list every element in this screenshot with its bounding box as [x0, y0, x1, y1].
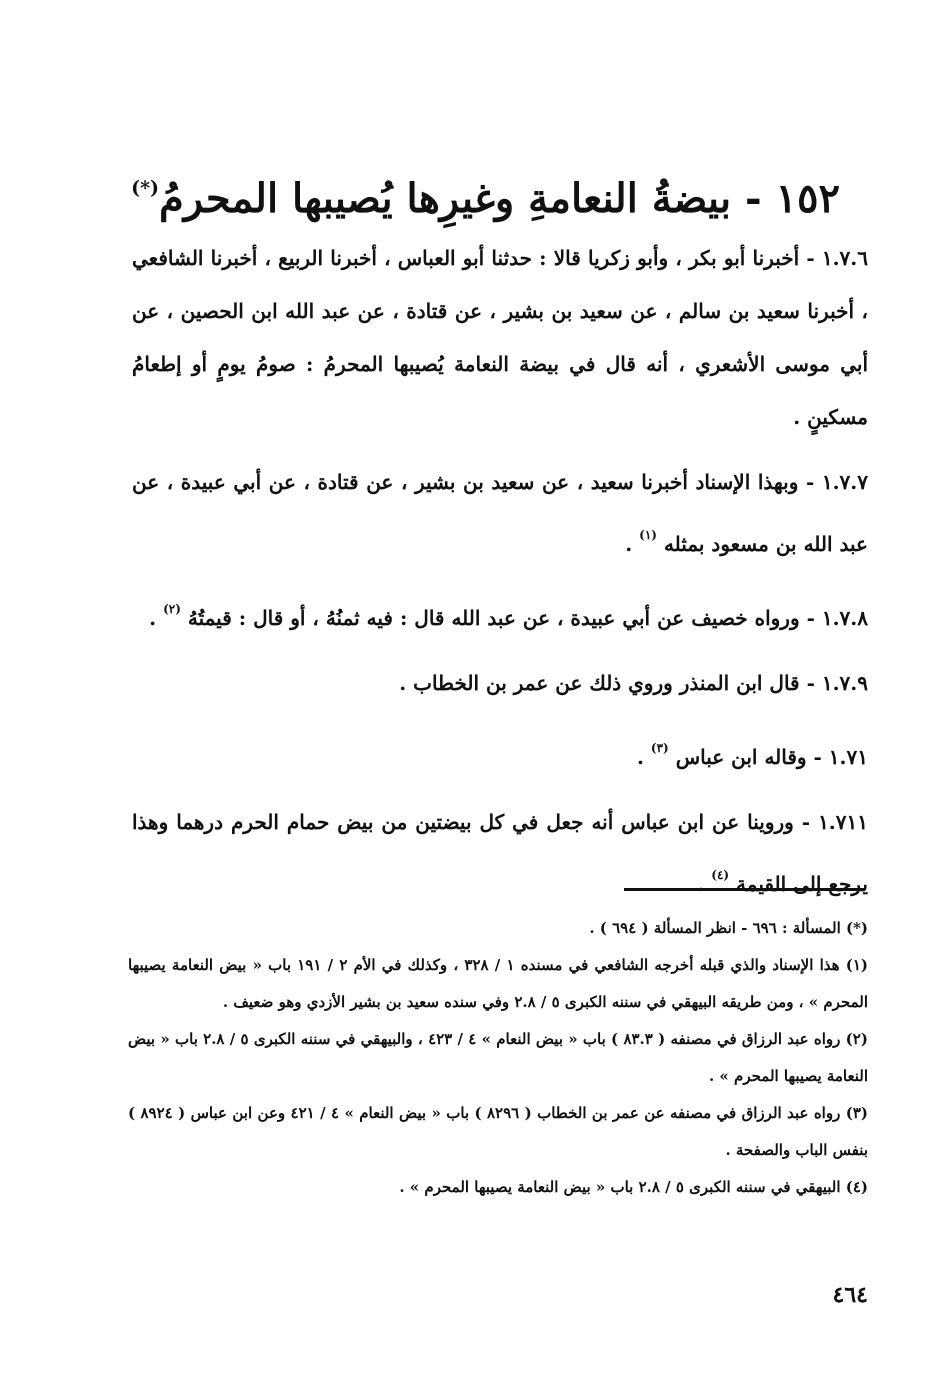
paragraph-1079: [132, 657, 868, 710]
paragraph-text: ١.٧.٦ - أخبرنا أبو بكر ، وأبو زكريا قالا : حدثنا أبو العباس ، أخبرنا الربيع ، أخبرنا الشافعي ، أخبرنا سعيد بن سالم ، عن سعيد بن بشير ، عن قتادة ، عن عبد الله ابن الحصين ، عن أبي موسى الأشعري ، أنه قال في بيضة النعامة يُصيبها المحرمُ : صومُ يومٍ أو إطعامُ مسكينٍ .: [132, 246, 868, 429]
footnote-4: (٤) البيهقي في سننه الكبرى ٥ / ٢.٨ باب « بيض النعامة يصيبها المحرم » .: [399, 1178, 868, 1196]
paragraph-1076: [132, 232, 868, 444]
main-text: [132, 232, 868, 911]
footnote-ref: (١): [639, 528, 657, 542]
paragraph-text: ١.٧.٧ - وبهذا الإسناد أخبرنا سعيد ، عن سعيد بن بشير ، عن قتادة ، عن أبي عبيدة ، عن عبد الله بن مسعود بمثله: [132, 470, 868, 556]
footnote-3: (٣) رواه عبد الرزاق في مصنفه عن عمر بن الخطاب ( ٨٢٩٦ ) باب « بيض النعام » ٤ / ٤٢١ وعن ابن عباس ( ٨٩٢٤ ) بنفس الباب والصفحة .: [128, 1104, 868, 1159]
section-title: [110, 148, 840, 239]
paragraph-end: .: [625, 532, 640, 556]
footnote-ref: (٣): [650, 741, 669, 755]
section-title-text: ١٥٢ - بيضةُ النعامةِ وغيرِها يُصيبها المحرمُ: [159, 175, 840, 222]
paragraph-text: ١.٧١١ - وروينا عن ابن عباس أنه جعل في كل بيضتين من بيض حمام الحرم درهما وهذا يرجع إلى القيمة: [132, 810, 868, 896]
paragraph-1071: [132, 722, 868, 784]
paragraph-end: .: [697, 872, 712, 896]
footnotes: [128, 910, 868, 1206]
footnote-ref: (٤): [711, 868, 730, 882]
footnote-2: (٢) رواه عبد الرزاق في مصنفه ( ٨٣.٣ ) باب « بيض النعام » ٤ / ٤٢٣ ، والبيهقي في سننه الكبرى ٥ / ٢.٨ باب « بيض النعامة يصيبها المحرم » .: [128, 1030, 868, 1085]
title-footnote-marker: (*): [131, 177, 159, 199]
paragraph-1078: [132, 583, 868, 645]
footnote-ref: (٢): [163, 602, 181, 616]
footnote-star: (*) المسألة : ٦٩٦ - انظر المسألة ( ٦٩٤ ) .: [589, 919, 868, 937]
paragraph-text: ١.٧١ - وقاله ابن عباس: [675, 745, 868, 769]
page-number: ٤٦٤: [832, 1282, 868, 1308]
footnote-1: (١) هذا الإسناد والذي قبله أخرجه الشافعي في مسنده ١ / ٣٢٨ ، وكذلك في الأم ٢ / ١٩١ باب « بيض النعامة يصيبها المحرم » ، ومن طريقه البيهقي في سننه الكبرى ٥ / ٢.٨ وفي سنده سعيد بن بشير الأزدي وهو ضعيف .: [128, 956, 868, 1011]
footnote-divider: [624, 888, 864, 891]
paragraph-end: .: [636, 745, 651, 769]
paragraph-1077: [132, 456, 868, 571]
paragraph-end: .: [149, 606, 164, 630]
paragraph-text: ١.٧.٩ - قال ابن المنذر وروي ذلك عن عمر بن الخطاب .: [399, 671, 868, 695]
paragraph-10711: [132, 796, 868, 911]
paragraph-text: ١.٧.٨ - ورواه خصيف عن أبي عبيدة ، عن عبد الله قال : فيه ثمنُهُ ، أو قال : قيمتُهُ: [187, 606, 868, 630]
